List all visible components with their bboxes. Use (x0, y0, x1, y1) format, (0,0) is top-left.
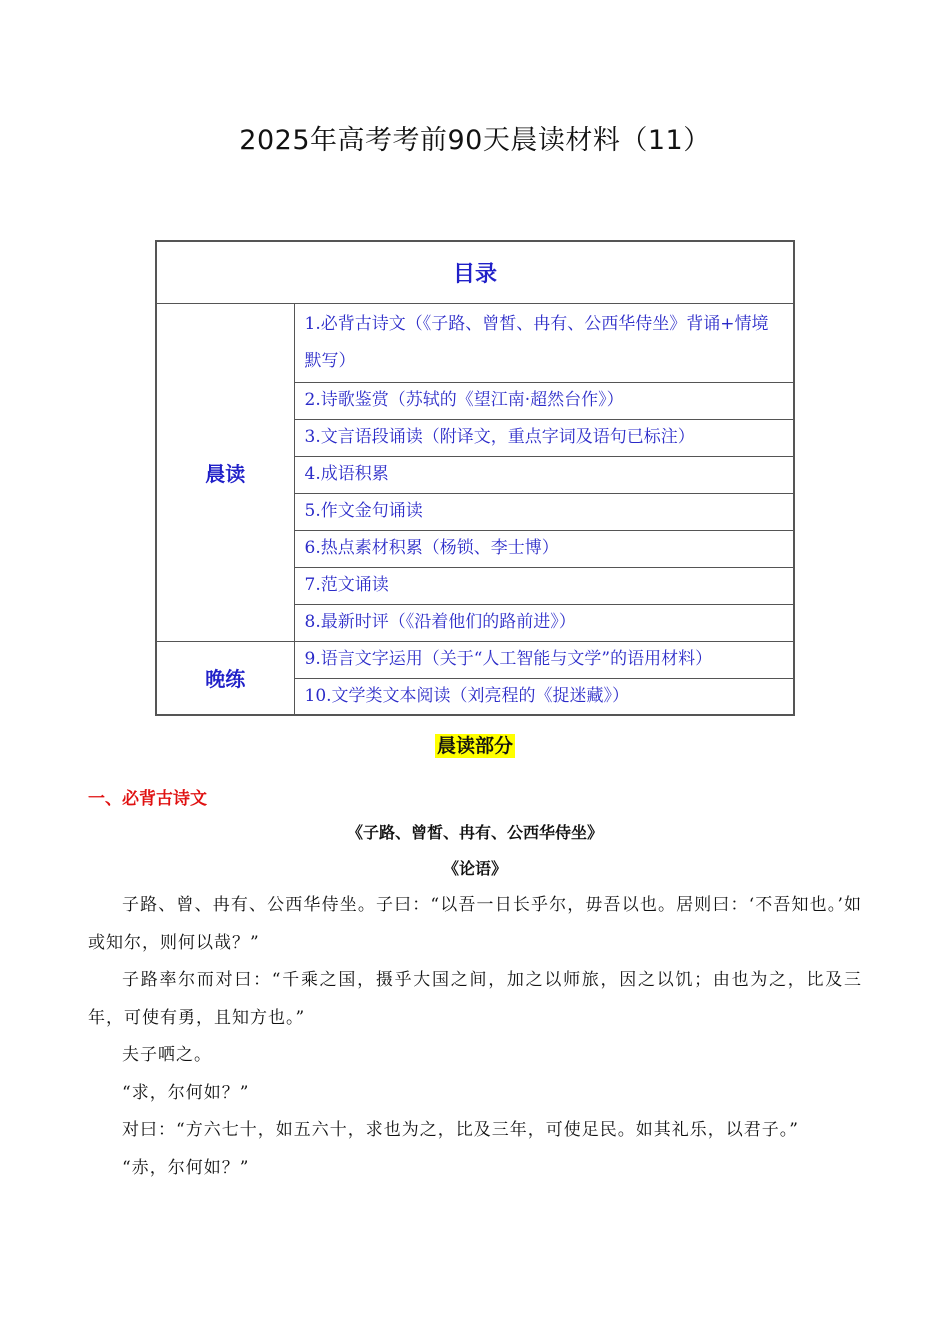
section-banner-label: 晨读部分 (436, 735, 513, 757)
paragraph: 子路、曾、冉有、公西华侍坐。子曰：“以吾一日长乎尔，毋吾以也。居则曰：‘不吾知也。’如或知尔，则何以哉？” (88, 895, 862, 953)
table-of-contents (155, 240, 795, 716)
toc-item-10[interactable]: 10.文学类文本阅读（刘亮程的《捉迷藏》） (294, 678, 794, 715)
paragraph: 夫子哂之。 (122, 1045, 212, 1065)
section-banner (0, 731, 950, 758)
toc-item-4[interactable]: 4.成语积累 (294, 456, 794, 493)
page-title: 2025年高考考前90天晨读材料（11） (239, 125, 711, 156)
toc-item-2[interactable]: 2.诗歌鉴赏（苏轼的《望江南·超然台作》） (294, 382, 794, 419)
body-text (88, 887, 862, 1187)
toc-item-1[interactable]: 1.必背古诗文（《子路、曾皙、冉有、公西华侍坐》背诵+情境默写） (294, 303, 794, 382)
paragraph: 对曰：“方六七十，如五六十，求也为之，比及三年，可使足民。如其礼乐，以君子。” (122, 1120, 799, 1140)
paragraph: “赤，尔何如？” (122, 1157, 250, 1178)
toc-item-9[interactable]: 9.语言文字运用（关于“人工智能与文学”的语用材料） (294, 641, 794, 678)
section-heading: 一、必背古诗文 (88, 789, 207, 809)
toc-group-morning: 晨读 (156, 303, 294, 641)
work-source: 《论语》 (442, 859, 507, 878)
toc-heading: 目录 (156, 241, 794, 303)
work-title: 《子路、曾皙、冉有、公西华侍坐》 (346, 823, 603, 842)
toc-item-7[interactable]: 7.范文诵读 (294, 567, 794, 604)
toc-item-3[interactable]: 3.文言语段诵读（附译文，重点字词及语句已标注） (294, 419, 794, 456)
toc-item-8[interactable]: 8.最新时评（《沿着他们的路前进》） (294, 604, 794, 641)
paragraph: “求，尔何如？” (122, 1082, 250, 1103)
toc-group-evening: 晚练 (156, 641, 294, 715)
toc-item-6[interactable]: 6.热点素材积累（杨锁、李士博） (294, 530, 794, 567)
paragraph: 子路率尔而对曰：“千乘之国，摄乎大国之间，加之以师旅，因之以饥；由也为之，比及三年，可使有勇，且知方也。” (88, 970, 862, 1028)
toc-item-5[interactable]: 5.作文金句诵读 (294, 493, 794, 530)
